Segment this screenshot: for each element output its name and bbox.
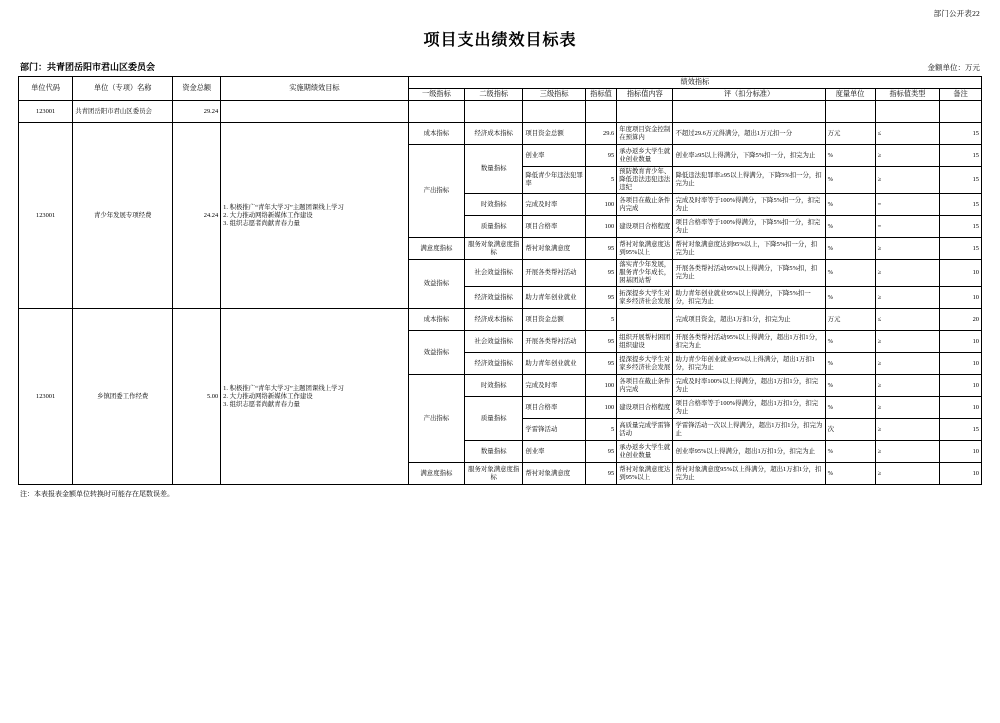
th-goal: 实施期绩效目标: [221, 77, 409, 101]
cell-measure-unit: %: [825, 260, 875, 287]
cell-remark: 15: [940, 238, 982, 260]
cell-level1: 产出指标: [408, 145, 464, 238]
cell-value-content: 预防教育青少年、降低违法违犯违法违纪: [617, 167, 673, 194]
table-header: [19, 77, 982, 101]
cell-scoring: 助力青年创业就业95%以上得满分，下降5%扣一分，扣完为止: [673, 287, 825, 309]
cell-remark: 10: [940, 353, 982, 375]
cell-value-content: [617, 101, 673, 123]
cell-remark: 15: [940, 216, 982, 238]
cell-level1: 成本指标: [408, 123, 464, 145]
cell-level2: 数量指标: [465, 145, 523, 194]
cell-amount: 24.24: [173, 123, 221, 309]
cell-measure-unit: %: [825, 194, 875, 216]
cell-scoring: 学雷锋活动一次以上得满分，超出1万扣1分，扣完为止: [673, 419, 825, 441]
th-level2: 二级指标: [465, 89, 523, 101]
cell-level3: 开展各类帮衬活动: [523, 331, 586, 353]
cell-measure-unit: %: [825, 331, 875, 353]
cell-value-content: 落实青少年发展，服务青少年成长，困基团站帮: [617, 260, 673, 287]
cell-level3: 完成及时率: [523, 375, 586, 397]
cell-level3: 学雷锋活动: [523, 419, 586, 441]
cell-scoring: 降低违法犯罪率≥95以上得满分，下降5%扣一分，扣完为止: [673, 167, 825, 194]
th-amount: 资金总额: [173, 77, 221, 101]
cell-measure-unit: %: [825, 287, 875, 309]
cell-level3: 项目合格率: [523, 397, 586, 419]
cell-measure-unit: 万元: [825, 309, 875, 331]
cell-scoring: 项目合格率等于100%得满分，超出1万扣1分，扣完为止: [673, 397, 825, 419]
th-unit-name: 单位（专项）名称: [73, 77, 173, 101]
cell-level1: [408, 101, 464, 123]
cell-level2: 数量指标: [465, 441, 523, 463]
cell-remark: 20: [940, 309, 982, 331]
cell-remark: 15: [940, 419, 982, 441]
cell-level2: 时效指标: [465, 375, 523, 397]
cell-value-content: [617, 309, 673, 331]
cell-unit-name: 共青团岳阳市君山区委员会: [73, 101, 173, 123]
cell-value-content: 帮衬对象满意度达到95%以上: [617, 463, 673, 485]
cell-scoring: [673, 101, 825, 123]
cell-goal: 1. 积极推广“青年大学习”主题团课线上学习 2. 大力推动网络新媒体工作建设 3. 组织志愿者尚献青春力量: [221, 123, 409, 309]
cell-remark: [940, 101, 982, 123]
cell-level3: 助力青年创业就业: [523, 353, 586, 375]
cell-remark: 10: [940, 441, 982, 463]
cell-level3: [523, 101, 586, 123]
table-row: [19, 101, 982, 123]
th-value-content: 指标值内容: [617, 89, 673, 101]
cell-remark: 10: [940, 287, 982, 309]
cell-value: 29.6: [585, 123, 616, 145]
cell-level3: 帮衬对象满意度: [523, 463, 586, 485]
cell-measure-unit: %: [825, 397, 875, 419]
cell-value-content: 建设项目合格程度: [617, 216, 673, 238]
table-row: [19, 309, 982, 331]
cell-value-type: =: [875, 216, 940, 238]
cell-value: 100: [585, 194, 616, 216]
cell-level2: 社会效益指标: [465, 260, 523, 287]
cell-goal: 1. 积极推广“青年大学习”主题团课线上学习 2. 大力推动网络新媒体工作建设 3. 组织志愿者尚献青春力量: [221, 309, 409, 485]
cell-level2: 社会效益指标: [465, 331, 523, 353]
cell-value-type: ≤: [875, 309, 940, 331]
cell-value: 95: [585, 287, 616, 309]
cell-measure-unit: %: [825, 375, 875, 397]
cell-scoring: 开展各类帮衬活动95%以上得满分，超出1万扣1分，扣完为止: [673, 331, 825, 353]
th-scoring: 评（扣分标准）: [673, 89, 825, 101]
cell-value-content: 承办返乡大学生就业创业数量: [617, 441, 673, 463]
cell-value-type: ≥: [875, 260, 940, 287]
table-row: [19, 123, 982, 145]
cell-scoring: 完成及时率等于100%得满分，下降5%扣一分，扣完为止: [673, 194, 825, 216]
page-title: 项目支出绩效目标表: [423, 32, 577, 49]
cell-value-content: 高质量完成学雷锋活动: [617, 419, 673, 441]
cell-scoring: 完成及时率100%以上得满分，超出1万扣1分，扣完为止: [673, 375, 825, 397]
cell-remark: 10: [940, 463, 982, 485]
cell-value-content: 拓深提乡大学生对家乡经济社会发展: [617, 287, 673, 309]
cell-remark: 10: [940, 397, 982, 419]
cell-scoring: 创业率95%以上得满分，超出1万扣1分，扣完为止: [673, 441, 825, 463]
cell-value-content: 各项目在截止条件内完成: [617, 375, 673, 397]
cell-level3: 项目合格率: [523, 216, 586, 238]
cell-value-type: ≥: [875, 331, 940, 353]
cell-level1: 满意度指标: [408, 463, 464, 485]
cell-value-type: =: [875, 194, 940, 216]
cell-value-type: ≥: [875, 238, 940, 260]
cell-unit-code: 123001: [19, 123, 73, 309]
cell-scoring: 完成项目资金，超出1万扣1分，扣完为止: [673, 309, 825, 331]
cell-amount: 5.00: [173, 309, 221, 485]
cell-value-content: 组织开展帮村困团组织建设: [617, 331, 673, 353]
cell-level2: 经济效益指标: [465, 287, 523, 309]
cell-value: 95: [585, 145, 616, 167]
cell-level3: 项目资金总额: [523, 123, 586, 145]
cell-value-content: 帮衬对象满意度达到95%以上: [617, 238, 673, 260]
th-value-type: 指标值类型: [875, 89, 940, 101]
cell-value: 5: [585, 419, 616, 441]
cell-measure-unit: %: [825, 216, 875, 238]
cell-level3: 助力青年创业就业: [523, 287, 586, 309]
cell-remark: 15: [940, 167, 982, 194]
cell-value: 100: [585, 397, 616, 419]
cell-level3: 帮衬对象满意度: [523, 238, 586, 260]
cell-measure-unit: [825, 101, 875, 123]
cell-value-type: ≥: [875, 287, 940, 309]
document-code: 部门公开表22: [933, 9, 980, 18]
cell-level1: 成本指标: [408, 309, 464, 331]
cell-value-type: ≥: [875, 375, 940, 397]
cell-remark: 10: [940, 331, 982, 353]
cell-level2: 服务对象满意度指标: [465, 238, 523, 260]
cell-value-type: ≥: [875, 463, 940, 485]
cell-value-type: ≥: [875, 419, 940, 441]
cell-measure-unit: 万元: [825, 123, 875, 145]
performance-target-table: [18, 76, 982, 485]
cell-measure-unit: %: [825, 145, 875, 167]
cell-remark: 15: [940, 145, 982, 167]
th-unit-code: 单位代码: [19, 77, 73, 101]
cell-value-content: 提深提乡大学生对家乡经济社会发展: [617, 353, 673, 375]
cell-scoring: 不超过29.6万元得满分，超出1万元扣一分: [673, 123, 825, 145]
cell-unit-name: 乡镇团委工作经费: [73, 309, 173, 485]
cell-remark: 15: [940, 194, 982, 216]
cell-level2: 质量指标: [465, 216, 523, 238]
cell-measure-unit: %: [825, 441, 875, 463]
cell-level1: 满意度指标: [408, 238, 464, 260]
cell-value: [585, 101, 616, 123]
cell-value-type: [875, 101, 940, 123]
cell-unit-code: 123001: [19, 309, 73, 485]
cell-scoring: 创业率≥95以上得满分，下降5%扣一分，扣完为止: [673, 145, 825, 167]
table-body: [19, 101, 982, 485]
cell-level3: 项目资金总额: [523, 309, 586, 331]
cell-level2: 服务对象满意度指标: [465, 463, 523, 485]
cell-value: 95: [585, 463, 616, 485]
cell-level2: 经济成本指标: [465, 309, 523, 331]
cell-value-content: 建设项目合格程度: [617, 397, 673, 419]
cell-level1: 效益指标: [408, 331, 464, 375]
cell-level3: 完成及时率: [523, 194, 586, 216]
cell-value: 95: [585, 331, 616, 353]
cell-level2: 时效指标: [465, 194, 523, 216]
cell-level3: 降低青少年违法犯罪率: [523, 167, 586, 194]
cell-value-type: ≥: [875, 167, 940, 194]
cell-value: 95: [585, 260, 616, 287]
meta-row: [20, 60, 980, 73]
cell-value-content: 年度项目资金控制在预算内: [617, 123, 673, 145]
cell-scoring: 助力青少年创业就业95%以上得满分，超出1万扣1分，扣完为止: [673, 353, 825, 375]
cell-level3: 创业率: [523, 145, 586, 167]
cell-level1: 产出指标: [408, 375, 464, 463]
cell-value: 95: [585, 238, 616, 260]
cell-remark: 10: [940, 375, 982, 397]
cell-scoring: 帮衬对象满意度95%以上得满分，超出1万扣1分，扣完为止: [673, 463, 825, 485]
cell-level2: 经济效益指标: [465, 353, 523, 375]
cell-unit-name: 青少年发展专项经费: [73, 123, 173, 309]
cell-value-type: ≤: [875, 123, 940, 145]
cell-level2: 质量指标: [465, 397, 523, 441]
cell-measure-unit: %: [825, 167, 875, 194]
cell-measure-unit: %: [825, 238, 875, 260]
cell-value-type: ≥: [875, 441, 940, 463]
cell-value-type: ≥: [875, 353, 940, 375]
cell-value: 5: [585, 309, 616, 331]
table-footnote: 注：本表报表金额单位转换时可能存在尾数误差。: [20, 490, 174, 498]
cell-value: 5: [585, 167, 616, 194]
cell-scoring: 项目合格率等于100%得满分，下降5%扣一分，扣完为止: [673, 216, 825, 238]
cell-value: 95: [585, 441, 616, 463]
cell-measure-unit: 次: [825, 419, 875, 441]
cell-measure-unit: %: [825, 353, 875, 375]
amount-unit-label: 金额单位：万元: [927, 63, 980, 72]
cell-scoring: 帮衬对象满意度达到95%以上，下降5%扣一分，扣完为止: [673, 238, 825, 260]
cell-level1: 效益指标: [408, 260, 464, 309]
cell-value: 95: [585, 353, 616, 375]
header-row-1: [19, 77, 982, 89]
cell-measure-unit: %: [825, 463, 875, 485]
th-value: 指标值: [585, 89, 616, 101]
cell-level2: 经济成本指标: [465, 123, 523, 145]
th-performance-group: 绩效指标: [408, 77, 981, 89]
cell-value-content: 各项目在截止条件内完成: [617, 194, 673, 216]
th-level3: 三级指标: [523, 89, 586, 101]
cell-value: 100: [585, 375, 616, 397]
cell-unit-code: 123001: [19, 101, 73, 123]
cell-amount: 29.24: [173, 101, 221, 123]
cell-value: 100: [585, 216, 616, 238]
cell-value-type: ≥: [875, 145, 940, 167]
cell-level2: [465, 101, 523, 123]
th-remark: 备注: [940, 89, 982, 101]
cell-remark: 10: [940, 260, 982, 287]
cell-level3: 开展各类帮衬活动: [523, 260, 586, 287]
cell-value-content: 承办返乡大学生就业创业数量: [617, 145, 673, 167]
department-label: 部门：共青团岳阳市君山区委员会: [20, 62, 156, 72]
cell-scoring: 开展各类帮衬活动95%以上得满分，下降5%扣，扣完为止: [673, 260, 825, 287]
th-measure-unit: 度量单位: [825, 89, 875, 101]
cell-goal: [221, 101, 409, 123]
cell-value-type: ≥: [875, 397, 940, 419]
th-level1: 一级指标: [408, 89, 464, 101]
cell-level3: 创业率: [523, 441, 586, 463]
cell-remark: 15: [940, 123, 982, 145]
